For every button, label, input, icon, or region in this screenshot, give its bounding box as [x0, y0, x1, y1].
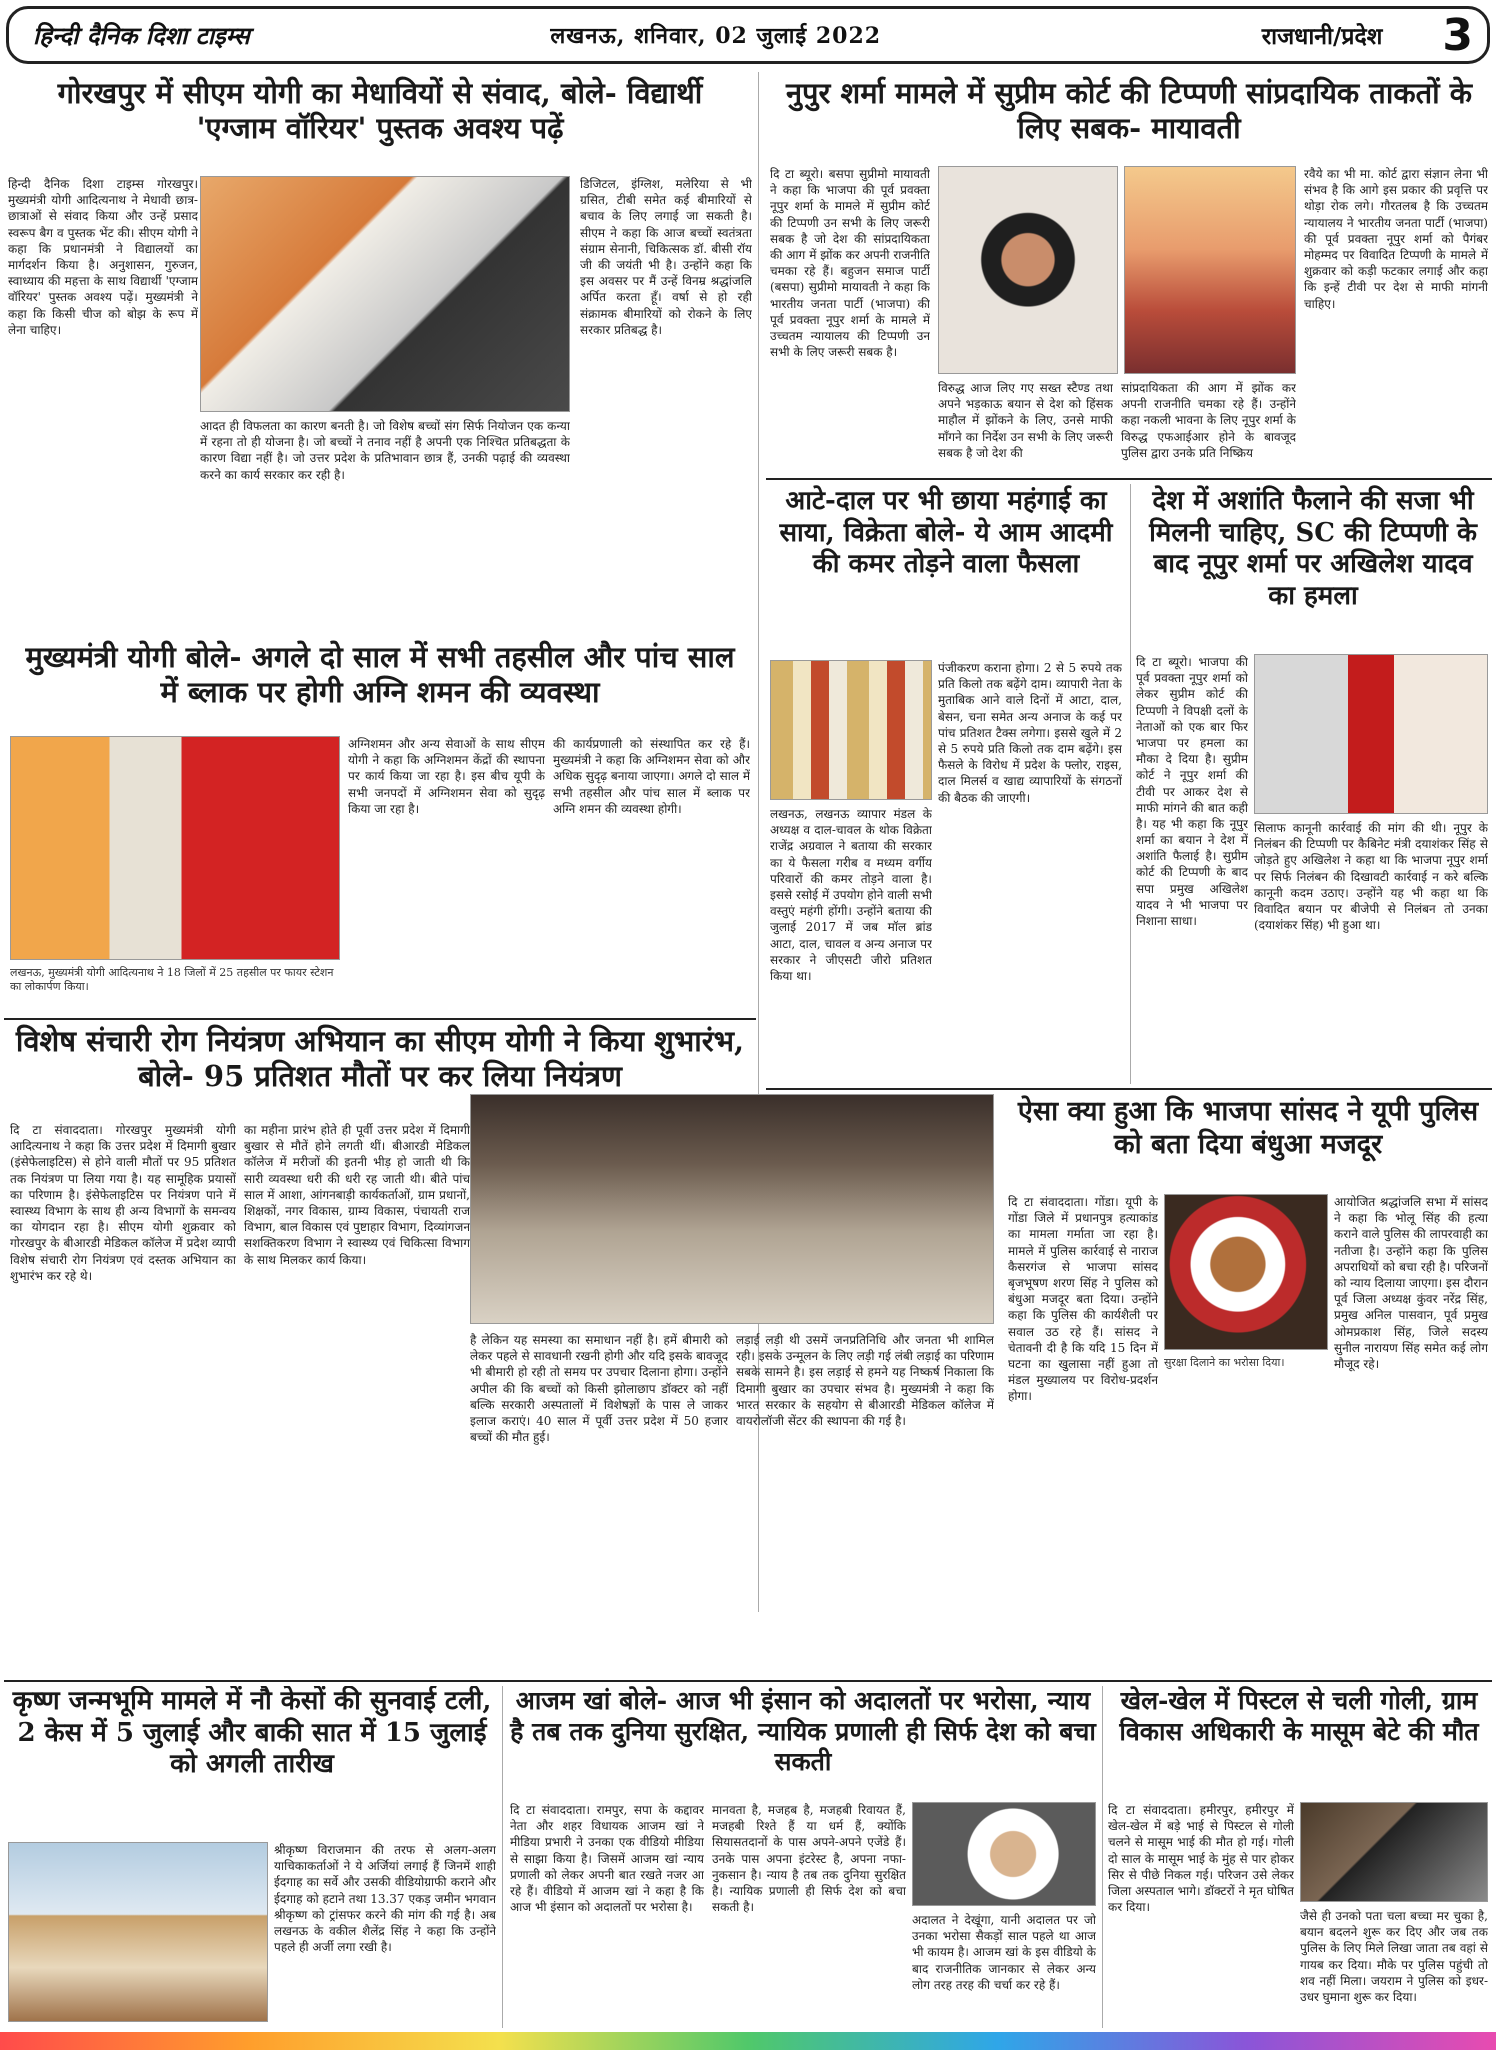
article-column: सिलाफ कानूनी कार्रवाई की मांग की थी। नूपुर के निलंबन की टिप्पणी पर कैबिनेट मंत्री दयाशंकर सिंह से जोड़ते हुए अखिलेश ने कहा था कि भाजपा नूपुर शर्मा पर सिर्फ निलंबन की दिखावटी कार्रवाई न करे बल्कि कानूनी कदम उठाए। उन्होंने यह भी कहा था कि विवादित बयान पर बीजेपी से निलंबन तो उनका (दयाशंकर सिंह) भी हुआ था। [1254, 821, 1488, 933]
story-body-mid [938, 380, 1296, 470]
article-column: दि टा संवाददाता। गोंडा। यूपी के गोंडा जिले में प्रधानपुत्र हत्याकांड का मामला गर्माता जा रहा है। मामले में पुलिस कार्रवाई से नाराज कैसरगंज से भाजपा सांसद बृजभूषण शरण सिंह ने पुलिस को बंधुआ मजदूर बता दिया। उन्होंने कहा कि पुलिस की कार्यशैली पर सवाल उठ रहे हैं। सांसद ने चेतावनी दी है कि यदि 15 दिन में घटना का खुलासा नहीं हुआ तो मंडल मुख्यालय पर विरोध-प्रदर्शन होगा। [1008, 1195, 1158, 1404]
photo-grocery-shop [770, 660, 932, 800]
article-column: है लेकिन यह समस्या का समाधान नहीं है। हमें बीमारी को लेकर पहले से सावधानी रखनी होगी और यदि इसके बावजूद भी बीमारी हो रही तो समय पर उपचार दिलाना होगा। उन्होंने अपील की कि बच्चों को किसी झोलाछाप डॉक्टर को नहीं बल्कि सरकारी अस्पतालों में विशेषज्ञों के पास ले जाकर इलाज कराएं। 40 साल में पूर्वी उत्तर प्रदेश में 50 हजार बच्चों की मौत हुई। [470, 1333, 728, 1445]
story-atta-dal-inflation [766, 484, 1126, 1084]
article-column: आयोजित श्रद्धांजलि सभा में सांसद ने कहा कि भोलू सिंह की हत्या कराने वाले पुलिस की लापरवाही का नतीजा है। उन्होंने कहा कि पुलिस अपराधियों को बचा रही है। परिजनों को न्याय दिलाया जाएगा। इस दौरान पूर्व जिला अध्यक्ष कुंवर नरेंद्र सिंह, प्रमुख अनिल पासवान, पूर्व प्रमुख ओमप्रकाश सिंह, जिले सदस्य सुनील नारायण सिंह समेत कई लोग मौजूद रहे। [1334, 1195, 1488, 1371]
story-body-right [580, 176, 752, 616]
photo-caption: सुरक्षा दिलाने का भरोसा दिया। [1164, 1356, 1285, 1369]
story-body-right [274, 1842, 496, 2022]
column-rule [1102, 1686, 1103, 2028]
article-column: हिन्दी दैनिक दिशा टाइम्स गोरखपुर। मुख्यमंत्री योगी आदित्यनाथ ने मेधावी छात्र-छात्राओं से संवाद किया और उन्हें प्रसाद स्वरूप बैग व पुस्तक भेंट की। सीएम योगी ने कहा कि प्रधानमंत्री ने विद्यालयों का मार्गदर्शन किया है। अनुशासन, गुरुजन, स्वाध्याय की महत्ता के साथ विद्यार्थी 'एग्जाम वॉरियर' पुस्तक अवश्य पढ़ें। मुख्यमंत्री ने कहा कि किसी चीज को बोझ के रूप में लेना चाहिए। [8, 177, 198, 337]
story-body-left [770, 806, 932, 1076]
page-number: 3 [1442, 9, 1473, 61]
column-rule [502, 1686, 503, 2028]
photo-temple-mosque [8, 1842, 268, 2022]
story-pistol-accident [1106, 1686, 1492, 2028]
article-column: दि टा संवाददाता। रामपुर, सपा के कद्दावर नेता और शहर विधायक आजम खां ने मीडिया प्रभारी ने उनका एक वीडियो मीडिया से साझा किया है। जिसमें आजम खां न्याय प्रणाली को लेकर अपनी बात रखते नजर आ रहे हैं। वीडियो में आजम खां ने कहा है कि आज भी इंसान को अदालतों पर भरोसा है। [510, 1803, 704, 1915]
headline: आटे-दाल पर भी छाया महंगाई का साया, विक्रेता बोले- ये आम आदमी की कमर तोड़ने वाला फैसला [779, 486, 1113, 580]
story-divider [766, 478, 1492, 480]
masthead-right [1182, 10, 1473, 61]
headline: देश में अशांति फैलाने की सजा भी मिलनी चाहिए, SC की टिप्पणी के बाद नूपुर शर्मा पर अखिलेश यादव का हमला [1149, 486, 1477, 612]
headline: विशेष संचारी रोग नियंत्रण अभियान का सीएम योगी ने किया शुभारंभ, बोले- 95 प्रतिशत मौतों पर कर लिया नियंत्रण [15, 1024, 745, 1094]
photo-mayawati [938, 166, 1118, 374]
story-body-right [938, 660, 1122, 1076]
story-body-continued [200, 418, 570, 618]
masthead [6, 6, 1490, 64]
story-body [8, 176, 198, 616]
headline: खेल-खेल में पिस्टल से चली गोली, ग्राम विकास अधिकारी के मासूम बेटे की मौत [1119, 1686, 1479, 1746]
article-column: श्रीकृष्ण विराजमान की तरफ से अलग-अलग याचिकाकर्ताओं ने ये अर्जियां लगाई हैं जिनमें शाही ईदगाह का सर्वे और उसकी वीडियोग्राफी कराने और ईदगाह को हटाने तथा 13.37 एकड़ जमीन भगवान श्रीकृष्ण को ट्रांसफर करने की मांग की गई है। अब लखनऊ के वकील शैलेंद्र सिंह ने कहा कि उन्होंने पहले ही अर्जी लगा रखी है। [274, 1843, 496, 1955]
story-disease-campaign-right [470, 1094, 1000, 1676]
story-body-right [912, 1912, 1096, 2022]
story-body-left [1008, 1194, 1158, 1668]
story-body-left [1108, 1802, 1294, 2022]
story-body-right [1334, 1194, 1488, 1668]
article-column: डिजिटल, इंग्लिश, मलेरिया से भी ग्रसित, टीबी समेत कई बीमारियों से बचाव के लिए लगाई जा सकती है। सीएम ने कहा कि आज बच्चों स्वतंत्रता संग्राम सेनानी, चिकित्सक डॉ. बीसी रॉय जी की जयंती भी है। उन्होंने कहा कि इस अवसर पर मैं उन्हें विनम्र श्रद्धांजलि अर्पित करता हूँ। वर्षा से हो रही संक्रामक बीमारियों को रोकने के लिए सरकार प्रतिबद्ध है। [580, 177, 752, 337]
story-body-left [1136, 654, 1248, 1078]
article-column: अग्निशमन और अन्य सेवाओं के साथ सीएम योगी ने कहा कि अग्निशमन केंद्रों की स्थापना पर कार्य किया जा रहा है। इस बीच यूपी के सभी जनपदों में अग्निशमन सेवा को सुदृढ़ किया जा रहा है। [348, 737, 545, 816]
story-body-right [1304, 166, 1488, 466]
article-column: दि टा ब्यूरो। बसपा सुप्रीमो मायावती ने कहा कि भाजपा की पूर्व प्रवक्ता नूपुर शर्मा के मामले में सुप्रीम कोर्ट की टिप्पणी उन सभी के लिए जरूरी सबक है जो देश की सांप्रदायिकता की आग में झोंक कर अपनी राजनीति चमका रहे हैं। बहुजन समाज पार्टी (बसपा) सुप्रीमो मायावती ने कहा कि भारतीय जनता पार्टी (भाजपा) की पूर्व प्रवक्ता नूपुर शर्मा के मामले में उच्चतम न्यायालय की टिप्पणी उन सभी के लिए जरूरी सबक है। [770, 167, 930, 360]
headline: आजम खां बोले- आज भी इंसान को अदालतों पर भरोसा, न्याय है तब तक दुनिया सुरक्षित, न्यायिक प्रणाली ही सिर्फ देश को बचा सकती [510, 1686, 1096, 1776]
article-column: की कार्यप्रणाली को संस्थापित कर रहे हैं। मुख्यमंत्री ने कहा कि अग्निशमन सेवा को और अधिक सुदृढ़ बनाया जाएगा। अगले दो साल में सभी तहसील और पांच साल में ब्लाक पर अग्नि शमन की व्यवस्था होगी। [553, 737, 750, 816]
story-body-right [470, 1332, 994, 1668]
column-rule [1130, 484, 1131, 1084]
issue-date: लखनऊ, शनिवार, 02 जुलाई 2022 [550, 23, 882, 49]
article-column: रवैये का भी मा. कोर्ट द्वारा संज्ञान लेना भी संभव है कि आगे इस प्रकार की प्रवृत्ति पर थोड़ा रोक लगे। गौरतलब है कि उच्चतम न्यायालय ने भारतीय जनता पार्टी (भाजपा) की पूर्व प्रवक्ता नूपुर शर्मा को पैगंबर मोहम्मद पर विवादित टिप्पणी के मामले में शुक्रवार को कड़ी फटकार लगाई और कहा कि इन्हें टीवी पर देश से माफी मांगनी चाहिए। [1304, 167, 1488, 311]
article-column: दि टा संवाददाता। गोरखपुर मुख्यमंत्री योगी आदित्यनाथ ने कहा कि उत्तर प्रदेश में दिमागी बुखार (इंसेफेलाइटिस) से होने वाली मौतों पर 95 प्रतिशत तक नियंत्रण पा लिया गया है। यह सामूहिक प्रयासों का परिणाम है। इंसेफेलाइटिस पर नियंत्रण पाने में स्वास्थ्य विभाग के साथ ही अन्य विभागों के समन्वय का योगदान रहा है। सीएम योगी शुक्रवार को गोरखपुर के बीआरडी मेडिकल कॉलेज में प्रदेश व्यापी विशेष संचारी रोग नियंत्रण एवं दस्तक अभियान का शुभारंभ कर रहे थे। [10, 1123, 236, 1283]
story-body-left [10, 1122, 470, 1668]
story-mp-police [1004, 1094, 1492, 1676]
story-body-left [510, 1802, 906, 2022]
story-azam-khan [506, 1686, 1100, 2028]
photo-caption: लखनऊ, मुख्यमंत्री योगी आदित्यनाथ ने 18 जिलों में 25 तहसील पर फायर स्टेशन का लोकार्पण किया। [10, 966, 334, 994]
photo-pistol [1300, 1802, 1488, 1902]
photo-yogi-fire-truck [10, 736, 340, 960]
article-column: लखनऊ, लखनऊ व्यापार मंडल के अध्यक्ष व दाल-चावल के थोक विक्रेता राजेंद्र अग्रवाल ने बताया की सरकार का ये फैसला गरीब व मध्यम वर्गीय परिवारों की कमर तोड़ने वाला है। इससे रसोई में उपयोग होने वाली सभी वस्तुएं महंगी होंगी। उन्होंने बताया की जुलाई 2017 में जब मॉल ब्रांड आटा, दाल, चावल व अन्य अनाज पर सरकार ने जीएसटी जीरो प्रतिशत किया था। [770, 807, 932, 983]
story-krishna-janmabhoomi [4, 1686, 500, 2028]
story-body-right [1254, 820, 1488, 1078]
article-column: दि टा ब्यूरो। भाजपा की पूर्व प्रवक्ता नूपुर शर्मा को लेकर सुप्रीम कोर्ट की टिप्पणी ने विपक्षी दलों के नेताओं को एक बार फिर भाजपा पर हमला का मौका दे दिया है। सुप्रीम कोर्ट ने नूपुर शर्मा की टीवी पर आकर देश से माफी मांगने की बात कही है। यह भी कहा कि नूपुर शर्मा का बयान ने देश में अशांति फैलाई है। सुप्रीम कोर्ट की टिप्पणी के बाद सपा प्रमुख अखिलेश यादव ने भी भाजपा पर निशाना साधा। [1136, 655, 1248, 928]
headline: ऐसा क्या हुआ कि भाजपा सांसद ने यूपी पुलिस को बता दिया बंधुआ मजदूर [1017, 1096, 1479, 1160]
story-divider [4, 1680, 1492, 1682]
story-body [348, 736, 750, 1006]
section-name: राजधानी/प्रदेश [1261, 23, 1383, 50]
photo-akhilesh-nupur [1254, 654, 1488, 814]
headline: गोरखपुर में सीएम योगी का मेधावियों से संवाद, बोले- विद्यार्थी 'एग्जाम वॉरियर' पुस्तक अवश्य पढ़ें [57, 76, 703, 146]
story-gorakhpur-meritorious [4, 72, 756, 632]
article-column: आदत ही विफलता का कारण बनती है। जो विशेष बच्चों संग सिर्फ नियोजन एक कन्या में रहना तो ही योजना है। जो बच्चों ने तनाव नहीं है अपनी एक निश्चित प्रतिबद्धता के कारण विद्या नहीं है। जो उत्तर प्रदेश के प्रतिभावान छात्र हैं, उनकी पढ़ाई की व्यवस्था करने का कार्य सरकार कर रही है। [200, 419, 570, 482]
story-body-right [1300, 1908, 1488, 2022]
photo-campaign-event [470, 1094, 994, 1324]
footer-color-strip [0, 2032, 1496, 2050]
article-column: का महीना प्रारंभ होते ही पूर्वी उत्तर प्रदेश में दिमागी बुखार से मौतें होने लगती थीं। बीआरडी मेडिकल कॉलेज में मरीजों की इतनी भीड़ हो जाती थी कि सारी व्यवस्था धरी की धरी रह जाती थी। बीते पांच साल में आशा, आंगनबाड़ी कार्यकर्ताओं, ग्राम प्रधानों, शिक्षकों, नगर विकास, ग्राम्य विकास, पंचायती राज विभाग, बाल विकास एवं पुष्टाहार विभाग, दिव्यांगजन सशक्तिकरण विभाग ने स्वास्थ्य एवं चिकित्सा विभाग के साथ मिलकर कार्य किया। [244, 1123, 470, 1267]
article-column: जैसे ही उनको पता चला बच्चा मर चुका है, बयान बदलने शुरू कर दिए और जब तक पुलिस के लिए मिले लिखा जाता तब वहां से गायब कर दिया। मौके पर पुलिस पहुंची तो शव नहीं मिला। जयराम ने पुलिस को इधर-उधर घुमाना शुरू कर दिया। [1300, 1909, 1488, 2004]
headline: कृष्ण जन्मभूमि मामले में नौ केसों की सुनवाई टली, 2 केस में 5 जुलाई और बाकी सात में 15 जुलाई को अगली तारीख [12, 1686, 492, 1780]
headline: नुपुर शर्मा मामले में सुप्रीम कोर्ट की टिप्पणी सांप्रदायिक ताकतों के लिए सबक- मायावती [785, 76, 1473, 146]
story-body [770, 166, 930, 466]
story-mayawati [766, 72, 1492, 476]
article-column: दि टा संवाददाता। हमीरपुर, हमीरपुर में खेल-खेल में बड़े भाई से पिस्टल से गोली चलने से मासूम भाई की मौत हो गई। गोली दो साल के मासूम भाई के मुंह से पार होकर सिर से पीछे निकल गई। परिजन उसे लेकर जिला अस्पताल भागे। डॉक्टरों ने मृत घोषित कर दिया। [1108, 1803, 1294, 1915]
article-column: मानवता है, मजहब है, मजहबी रिवायत हैं, मजहबी रिश्ते हैं या धर्म हैं, क्योंकि सियासतदानों के पास अपने-अपने एजेंडे हैं। उनके पास अपना इंटरेस्ट है, अपना नफा-नुकसान है। न्याय है तब तक दुनिया सुरक्षित है। न्यायिक प्रणाली ही सिर्फ देश को बचा सकती है। [712, 1803, 906, 1915]
newspaper-name: हिन्दी दैनिक दिशा टाइम्स [33, 20, 250, 50]
article-column: अदालत ने देखूंगा, यानी अदालत पर जो उनका भरोसा सैकड़ों साल पहले था आज भी कायम है। आजम खां के इस वीडियो के बाद राजनीतिक जानकार से लेकर अन्य लोग तरह तरह की चर्चा कर रहे हैं। [912, 1913, 1096, 1992]
story-akhilesh-nupur [1134, 484, 1492, 1084]
photo-azam-khan [912, 1802, 1096, 1906]
article-column: पंजीकरण कराना होगा। 2 से 5 रुपये तक प्रति किलो तक बढ़ेंगे दाम। व्यापारी नेता के मुताबिक आने वाले दिनों में आटा, दाल, बेसन, चना समेत अन्य अनाज के कई पर पांच प्रतिशत टैक्स लगेगा। इससे खुले में 2 से 5 रुपये प्रति किलो तक दाम बढ़ेंगे। इस फैसले के विरोध में प्रदेश के फ्लोर, राइस, दाल मिलर्स व खाद्य व्यापारियों के संगठनों की बैठक की जाएगी। [938, 661, 1122, 805]
story-divider [4, 1018, 756, 1020]
story-divider [766, 1088, 1492, 1090]
article-column: लड़ाई लड़ी थी उसमें जनप्रतिनिधि और जनता भी शामिल रही। इसके उन्मूलन के लिए लड़ी गई लंबी लड़ाई का परिणाम सबके सामने है। इस लड़ाई से हमने यह निष्कर्ष निकाला कि दिमागी बुखार का उपचार संभव है। मुख्यमंत्री ने कहा कि भारत सरकार के सहयोग से बीआरडी मेडिकल कॉलेज में वायरोलॉजी सेंटर की स्थापना की गई है। [736, 1333, 994, 1428]
headline: मुख्यमंत्री योगी बोले- अगले दो साल में सभी तहसील और पांच साल में ब्लाक पर होगी अग्नि शमन की व्यवस्था [25, 640, 735, 710]
photo-yogi-students [200, 176, 570, 412]
photo-nupur-sharma [1124, 166, 1296, 374]
story-fire-services [4, 640, 756, 1014]
article-column: विरुद्ध आज लिए गए सख्त स्टैण्ड तथा अपने भड़काऊ बयान से देश को हिंसक माहौल में झोंकने के लिए, उनसे माफी माँगने का निर्देश उन सभी के लिए जरूरी सबक है जो देश की [938, 381, 1113, 460]
article-column: सांप्रदायिकता की आग में झोंक कर अपनी राजनीति चमका रहे हैं। उन्होंने कहा नकली भावना के लिए नूपुर शर्मा के विरुद्ध एफआईआर होने के बावजूद पुलिस द्वारा उनके प्रति निष्क्रिय [1121, 381, 1296, 460]
photo-mp-brijbhushan [1164, 1194, 1328, 1350]
